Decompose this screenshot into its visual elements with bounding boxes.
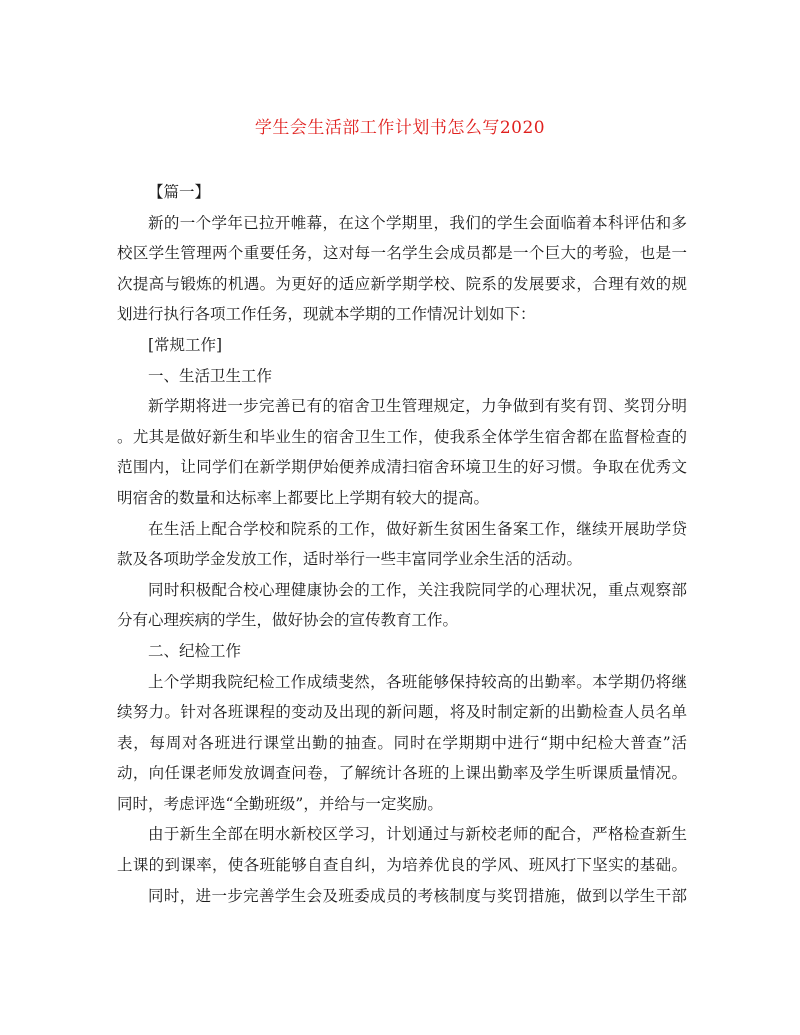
text-line: 动，向任课老师发放调查问卷，了解统计各班的上课出勤率及学生听课质量情况。 <box>117 764 687 783</box>
text-line: 新学期将进一步完善已有的宿舍卫生管理规定，力争做到有奖有罚、奖罚分明 <box>148 397 687 416</box>
document-title: 学生会生活部工作计划书怎么写2020 <box>254 118 546 138</box>
text-line: 范围内，让同学们在新学期伊始便养成清扫宿舍环境卫生的好习惯。争取在优秀文 <box>117 458 687 477</box>
text-line: [常规工作] <box>148 335 223 354</box>
text-line: 次提高与锻炼的机遇。为更好的适应新学期学校、院系的发展要求，合理有效的规 <box>117 274 687 293</box>
text-line: 明宿舍的数量和达标率上都要比上学期有较大的提高。 <box>117 488 490 507</box>
text-line: 上个学期我院纪检工作成绩斐然，各班能够保持较高的出勤率。本学期仍将继 <box>148 672 687 691</box>
text-line: 在生活上配合学校和院系的工作，做好新生贫困生备案工作，继续开展助学贷 <box>148 519 687 538</box>
text-line: 上课的到课率，使各班能够自查自纠，为培养优良的学风、班风打下坚实的基础。 <box>117 856 687 875</box>
text-line: 由于新生全部在明水新校区学习，计划通过与新校老师的配合，严格检查新生 <box>148 825 687 844</box>
text-line: 。尤其是做好新生和毕业生的宿舍卫生工作，使我系全体学生宿舍都在监督检查的 <box>117 427 687 446</box>
document-body <box>117 177 687 911</box>
text-line: 表，每周对各班进行课堂出勤的抽查。同时在学期期中进行“期中纪检大普查”活 <box>117 733 687 752</box>
text-line: 续努力。针对各班课程的变动及出现的新问题，将及时制定新的出勤检查人员名单 <box>117 703 687 722</box>
text-line: 同时，考虑评选“全勤班级”，并给与一定奖励。 <box>117 794 443 813</box>
text-line: 校区学生管理两个重要任务，这对每一名学生会成员都是一个巨大的考验，也是一 <box>117 244 687 263</box>
text-line: 划进行执行各项工作任务，现就本学期的工作情况计划如下： <box>117 305 536 324</box>
text-line: 一、生活卫生工作 <box>148 366 273 385</box>
text-line: 同时，进一步完善学生会及班委成员的考核制度与奖罚措施，做到以学生干部 <box>148 886 687 905</box>
text-line: 二、纪检工作 <box>148 641 242 660</box>
text-line: 同时积极配合校心理健康协会的工作，关注我院同学的心理状况，重点观察部 <box>148 580 687 599</box>
text-line: 新的一个学年已拉开帷幕，在这个学期里，我们的学生会面临着本科评估和多 <box>148 213 687 232</box>
text-line: 分有心理疾病的学生，做好协会的宣传教育工作。 <box>117 611 459 630</box>
text-line: 款及各项助学金发放工作，适时举行一些丰富同学业余生活的活动。 <box>117 550 583 569</box>
text-line: 【篇一】 <box>148 183 211 201</box>
